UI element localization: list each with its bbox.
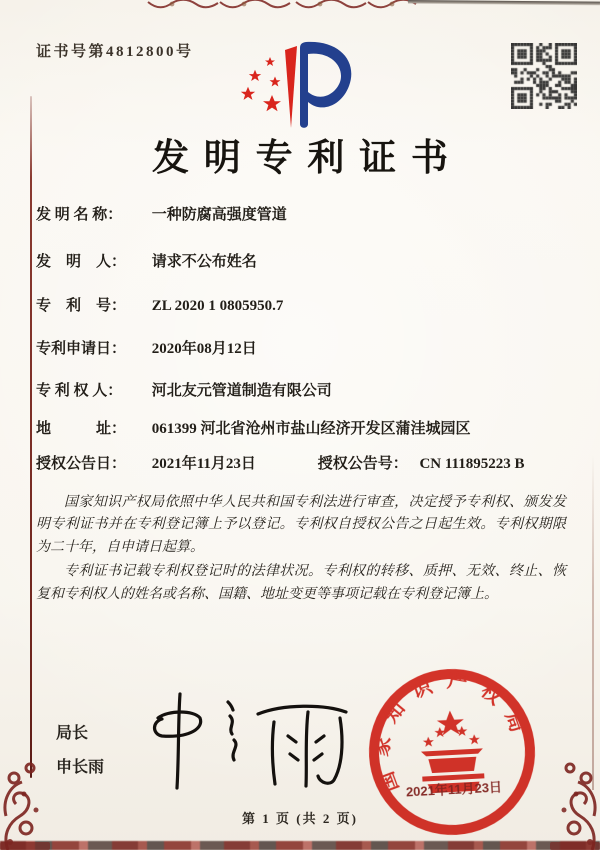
field-address <box>36 417 576 438</box>
field-label: 发 明 人： <box>36 254 127 270</box>
field-inventor <box>36 250 576 271</box>
field-value: 一种防腐高强度管道 <box>151 207 287 223</box>
field-value: ZL 2020 1 0805950.7 <box>151 298 284 314</box>
right-border-line <box>592 455 594 790</box>
field-grant-date <box>36 456 260 472</box>
qr-code <box>511 43 577 109</box>
legal-paragraph-2: 专利证书记载专利权登记时的法律状况。专利权的转移、质押、无效、终止、恢复和专利权人的姓名或名称、国籍、地址变更等事项记载在专利登记簿上。 <box>36 564 566 602</box>
field-label: 授权公告号： <box>317 456 408 472</box>
field-label: 授权公告日： <box>36 456 127 472</box>
field-value: 2020年08月12日 <box>151 341 257 357</box>
field-patentee <box>36 379 576 400</box>
bottom-left-corner-ornament <box>0 758 64 850</box>
seal-date: 2021年11月23日 <box>405 779 503 800</box>
page-number: 第 1 页 (共 2 页) <box>242 811 358 826</box>
legal-paragraph-1: 国家知识产权局依照中华人民共和国专利法进行审查，决定授予专利权、颁发发明专利证书并在专利登记簿上予以登记。专利权自授权公告之日起生效。专利权期限为二十年，自申请日起算。 <box>36 495 566 555</box>
certificate-number: 证书号第4812800号 <box>36 44 194 60</box>
cnipa-logo-icon <box>228 36 378 132</box>
field-label: 专 利 权 人： <box>36 383 123 399</box>
field-invention-name <box>36 203 576 224</box>
field-filing-date <box>36 337 576 358</box>
logo-p-shape <box>300 42 351 128</box>
field-value: 请求不公布姓名 <box>151 254 257 270</box>
field-value: CN 111895223 B <box>419 456 525 472</box>
left-border-line <box>30 96 32 778</box>
legal-text-block <box>36 492 566 608</box>
field-label: 地 址： <box>36 421 127 437</box>
field-value: 2021年11月23日 <box>151 456 256 472</box>
field-grant-row <box>36 452 576 473</box>
field-value: 河北友元管道制造有限公司 <box>151 383 332 399</box>
seal-ring-text: 国家知识产权局 <box>370 670 533 795</box>
certificate-title: 发明专利证书 <box>151 138 463 179</box>
field-patent-number <box>36 294 576 315</box>
top-border-ornament <box>146 0 420 12</box>
field-label: 发 明 名 称： <box>36 207 123 223</box>
photo-top-edge <box>408 0 600 6</box>
director-title: 局长 <box>56 725 89 742</box>
field-grant-number <box>318 456 525 472</box>
director-printed-name: 申长雨 <box>56 759 105 776</box>
field-value: 061399 河北省沧州市盐山经济开发区蒲洼城园区 <box>151 421 471 437</box>
director-signature <box>128 688 358 793</box>
logo-red-wedge <box>285 46 297 128</box>
logo-stars <box>241 57 281 111</box>
field-label: 专 利 号： <box>36 298 127 314</box>
field-label: 专利申请日： <box>36 341 127 357</box>
